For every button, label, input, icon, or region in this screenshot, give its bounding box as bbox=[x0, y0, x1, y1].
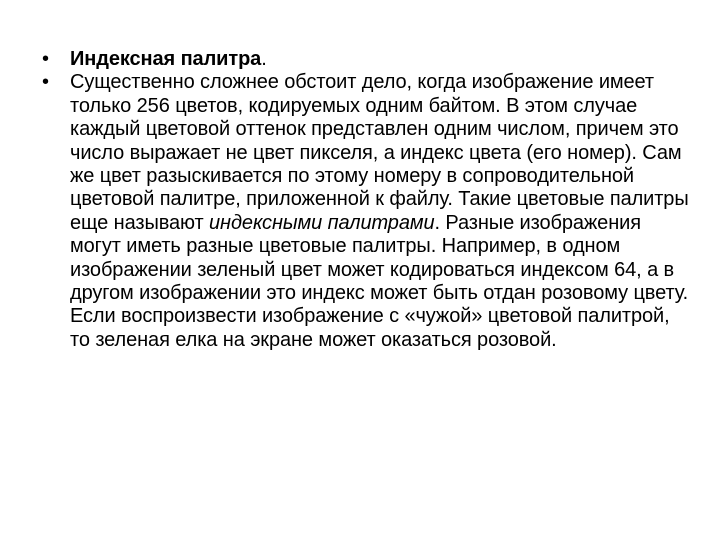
explanation-text-part1: Существенно сложнее обстоит дело, когда изображение имеет только 256 цветов, кодируемых одним байтом. В этом случае каждый цветовой оттенок представлен одним числом, причем это число выражает не цвет пикселя, а индекс цвета (его номер). Сам же цвет разыскивается по этому номеру в сопроводительной цветовой палитре, приложенной к файлу. Такие цветовые палитры еще называют bbox=[70, 71, 689, 234]
index-palette-heading: Индексная палитра bbox=[70, 48, 262, 70]
italic-term-index-palettes: индексными палитрами bbox=[209, 211, 435, 234]
heading-period: . bbox=[261, 48, 267, 70]
bullet-item-index-palette bbox=[42, 48, 692, 71]
bullet-icon: • bbox=[42, 48, 49, 70]
bullet-list bbox=[42, 48, 692, 352]
bullet-item-explanation bbox=[42, 71, 692, 352]
explanation-text-part2: . Разные изображения могут иметь разные цветовые палитры. Например, в одном изображении зеленый цвет может кодироваться индексом 64, а в другом изображении это индекс может быть отдан розовому цвету. Если воспроизвести изображение с «чужой» цветовой палитрой, то зеленая елка на экране может оказаться розовой. bbox=[70, 211, 689, 351]
slide-content bbox=[42, 48, 692, 352]
bullet-icon: • bbox=[42, 71, 49, 94]
